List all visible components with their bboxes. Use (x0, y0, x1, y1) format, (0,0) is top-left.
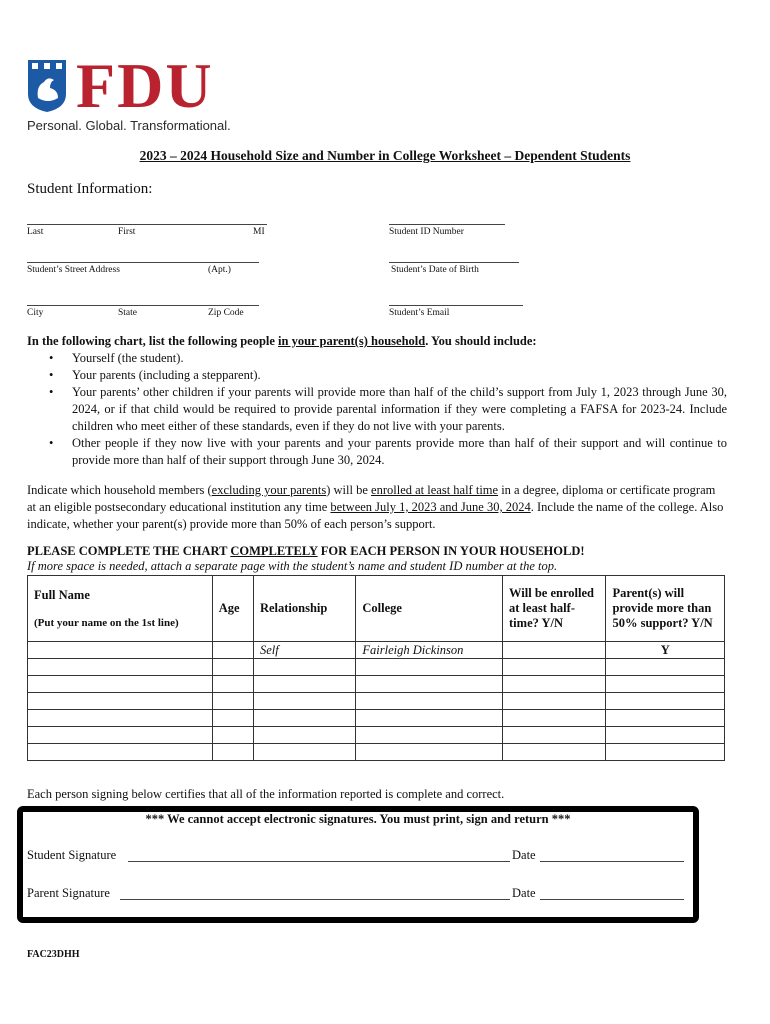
table-row (28, 642, 725, 659)
name-cell[interactable] (28, 710, 213, 727)
name-cell[interactable] (28, 693, 213, 710)
name-cell[interactable] (28, 727, 213, 744)
mi-label: MI (253, 227, 265, 237)
enrolled-cell[interactable] (503, 659, 606, 676)
age-cell[interactable] (212, 744, 253, 761)
enrolled-cell[interactable] (503, 744, 606, 761)
college-cell[interactable] (356, 710, 503, 727)
relationship-cell[interactable] (253, 710, 355, 727)
apt-label: (Apt.) (208, 265, 231, 275)
more-space-note: If more space is needed, attach a separate page with the student’s name and student ID number at the top. (27, 559, 558, 573)
support-cell[interactable] (606, 693, 725, 710)
relationship-cell[interactable] (253, 659, 355, 676)
state-label: State (118, 308, 137, 318)
list-item: • Other people if they now live with your parents and your parents provide more than half of their support and will continue to provide more than half of their support through June 30, 2024. (27, 435, 727, 469)
first-label: First (118, 227, 136, 237)
college-header: College (356, 576, 503, 642)
college-cell[interactable] (356, 744, 503, 761)
support-cell[interactable] (606, 659, 725, 676)
table-row (28, 693, 725, 710)
support-cell[interactable] (606, 744, 725, 761)
enrolled-header: Will be enrolled at least half-time? Y/N (503, 576, 606, 642)
dob-line[interactable] (389, 262, 519, 263)
complete-chart-notice: PLEASE COMPLETE THE CHART COMPLETELY FOR EACH PERSON IN YOUR HOUSEHOLD! (27, 544, 585, 558)
relationship-cell[interactable] (253, 676, 355, 693)
age-cell[interactable] (212, 659, 253, 676)
name-cell[interactable] (28, 642, 213, 659)
address-line[interactable] (27, 262, 259, 263)
email-line[interactable] (389, 305, 523, 306)
email-label: Student’s Email (389, 308, 450, 318)
student-signature-label: Student Signature (27, 848, 117, 862)
student-id-line[interactable] (389, 224, 505, 225)
form-code: FAC23DHH (27, 949, 80, 960)
logo-tagline: Personal. Global. Transformational. (27, 118, 231, 133)
support-cell[interactable]: Y (606, 642, 725, 659)
relationship-header: Relationship (253, 576, 355, 642)
table-row (28, 710, 725, 727)
city-line[interactable] (27, 305, 259, 306)
college-cell[interactable] (356, 659, 503, 676)
student-date-line[interactable] (540, 861, 684, 862)
college-cell[interactable]: Fairleigh Dickinson (356, 642, 503, 659)
name-cell[interactable] (28, 676, 213, 693)
student-date-label: Date (512, 848, 536, 862)
table-row (28, 744, 725, 761)
table-row (28, 676, 725, 693)
full-name-header: Full Name (Put your name on the 1st line) (28, 576, 213, 642)
zip-label: Zip Code (208, 308, 244, 318)
support-header: Parent(s) will provide more than 50% support? Y/N (606, 576, 725, 642)
city-label: City (27, 308, 44, 318)
list-item: • Your parents (including a stepparent). (27, 367, 727, 384)
relationship-cell[interactable] (253, 693, 355, 710)
support-cell[interactable] (606, 710, 725, 727)
name-cell[interactable] (28, 744, 213, 761)
enrolled-cell[interactable] (503, 642, 606, 659)
dob-label: Student’s Date of Birth (391, 265, 479, 275)
enrolled-cell[interactable] (503, 727, 606, 744)
relationship-cell[interactable] (253, 744, 355, 761)
student-info-heading: Student Information: (27, 181, 153, 197)
include-list (27, 350, 727, 469)
name-line[interactable] (27, 224, 267, 225)
college-cell[interactable] (356, 727, 503, 744)
age-cell[interactable] (212, 693, 253, 710)
table-row (28, 659, 725, 676)
household-table (27, 575, 725, 761)
college-cell[interactable] (356, 676, 503, 693)
indicate-paragraph: Indicate which household members (excluding your parents) will be enrolled at least half time in a degree, diploma or certificate program at an eligible postsecondary educational institution any time between July 1, 2023 and June 30, 2024. Include the name of the college. Also indicate, whether your parent(s) provide more than 50% of each person’s support. (27, 483, 724, 531)
age-cell[interactable] (212, 642, 253, 659)
street-label: Student’s Street Address (27, 265, 120, 275)
fdu-shield-icon (28, 60, 66, 112)
enrolled-cell[interactable] (503, 710, 606, 727)
certify-text: Each person signing below certifies that all of the information reported is complete and correct. (27, 787, 505, 801)
list-item: • Yourself (the student). (27, 350, 727, 367)
fdu-logo: FDU (76, 50, 214, 121)
age-cell[interactable] (212, 710, 253, 727)
name-cell[interactable] (28, 659, 213, 676)
student-signature-line[interactable] (128, 861, 510, 862)
page-title: 2023 – 2024 Household Size and Number in College Worksheet – Dependent Students (139, 148, 631, 163)
table-row (28, 727, 725, 744)
parent-signature-label: Parent Signature (27, 886, 110, 900)
age-cell[interactable] (212, 727, 253, 744)
parent-signature-line[interactable] (120, 899, 510, 900)
electronic-signature-notice: *** We cannot accept electronic signatures. You must print, sign and return *** (145, 812, 571, 826)
student-id-label: Student ID Number (389, 227, 464, 237)
support-cell[interactable] (606, 727, 725, 744)
enrolled-cell[interactable] (503, 676, 606, 693)
age-header: Age (212, 576, 253, 642)
enrolled-cell[interactable] (503, 693, 606, 710)
parent-date-label: Date (512, 886, 536, 900)
relationship-cell[interactable] (253, 727, 355, 744)
parent-date-line[interactable] (540, 899, 684, 900)
age-cell[interactable] (212, 676, 253, 693)
list-item: • Your parents’ other children if your parents will provide more than half of the child’s support from July 1, 2023 through June 30, 2024, or if that child would be required to provide parental information if they were completing a FAFSA for 2023-24. Include children who meet either of these standards, even if they do not live with your parents. (27, 384, 727, 435)
instructions-lead: In the following chart, list the following people in your parent(s) household. You should include: (27, 334, 537, 348)
relationship-cell[interactable]: Self (253, 642, 355, 659)
college-cell[interactable] (356, 693, 503, 710)
support-cell[interactable] (606, 676, 725, 693)
last-label: Last (27, 227, 44, 237)
